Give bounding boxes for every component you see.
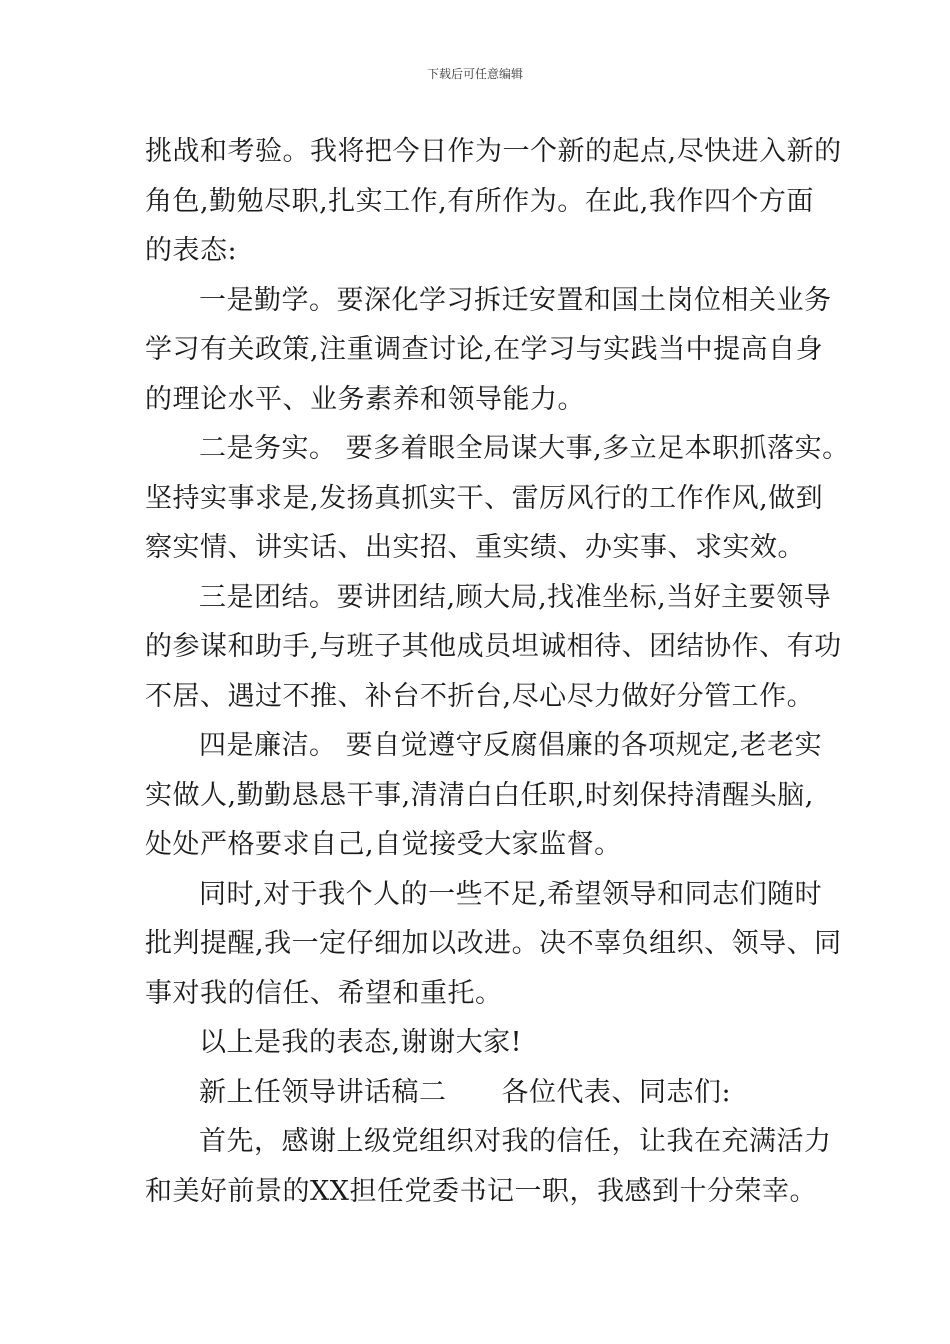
- text-line: 处处严格要求自己,自觉接受大家监督。: [145, 829, 622, 860]
- text-line: 坚持实事求是,发扬真抓实干、雷厉风行的工作作风,做到: [145, 482, 824, 514]
- text-line: 的理论水平、业务素养和领导能力。: [145, 383, 585, 415]
- text-line: 的表态:: [145, 235, 238, 266]
- paragraph-first-line: 二是务实。 要多着眼全局谋大事,多立足本职抓落实。: [199, 433, 850, 464]
- text-line: 的参谋和助手,与班子其他成员坦诚相待、团结协作、有功: [145, 631, 842, 662]
- paragraph-first-line: 以上是我的表态,谢谢大家!: [199, 1027, 522, 1058]
- text-line: 实做人,勤勤恳恳干事,清清白白任职,时刻保持清醒头脑,: [145, 779, 814, 811]
- paragraph-first-line: 新上任领导讲话稿二 各位代表、同志们:: [199, 1076, 732, 1108]
- text-line: 事对我的信任、希望和重托。: [145, 977, 503, 1009]
- paragraph-first-line: 同时,对于我个人的一些不足,希望领导和同志们随时: [199, 878, 823, 910]
- text-line: 不居、遇过不推、补台不折台,尽心尽力做好分管工作。: [145, 680, 815, 712]
- text-line: 察实情、讲实话、出实招、重实绩、办实事、求实效。: [145, 532, 805, 563]
- text-line: 和美好前景的XX担任党委书记一职，我感到十分荣幸。: [145, 1175, 817, 1207]
- paragraph-first-line: 首先，感谢上级党组织对我的信任，让我在充满活力: [199, 1126, 832, 1157]
- paragraph-first-line: 三是团结。要讲团结,顾大局,找准坐标,当好主要领导: [199, 581, 832, 613]
- document-body: [145, 127, 850, 1216]
- paragraph-first-line: 四是廉洁。 要自觉遵守反腐倡廉的各项规定,老老实: [199, 730, 823, 761]
- text-line: 批判提醒,我一定仔细加以改进。决不辜负组织、领导、同: [145, 928, 842, 959]
- paragraph-first-line: 一是勤学。要深化学习拆迁安置和国土岗位相关业务: [199, 284, 832, 316]
- text-line: 学习有关政策,注重调查讨论,在学习与实践当中提高自身: [145, 334, 824, 365]
- page-header: 下载后可任意编辑: [426, 67, 523, 81]
- text-line: 角色,勤勉尽职,扎实工作,有所作为。在此,我作四个方面: [145, 185, 814, 217]
- text-line: 挑战和考验。我将把今日作为一个新的起点,尽快进入新的: [145, 136, 842, 167]
